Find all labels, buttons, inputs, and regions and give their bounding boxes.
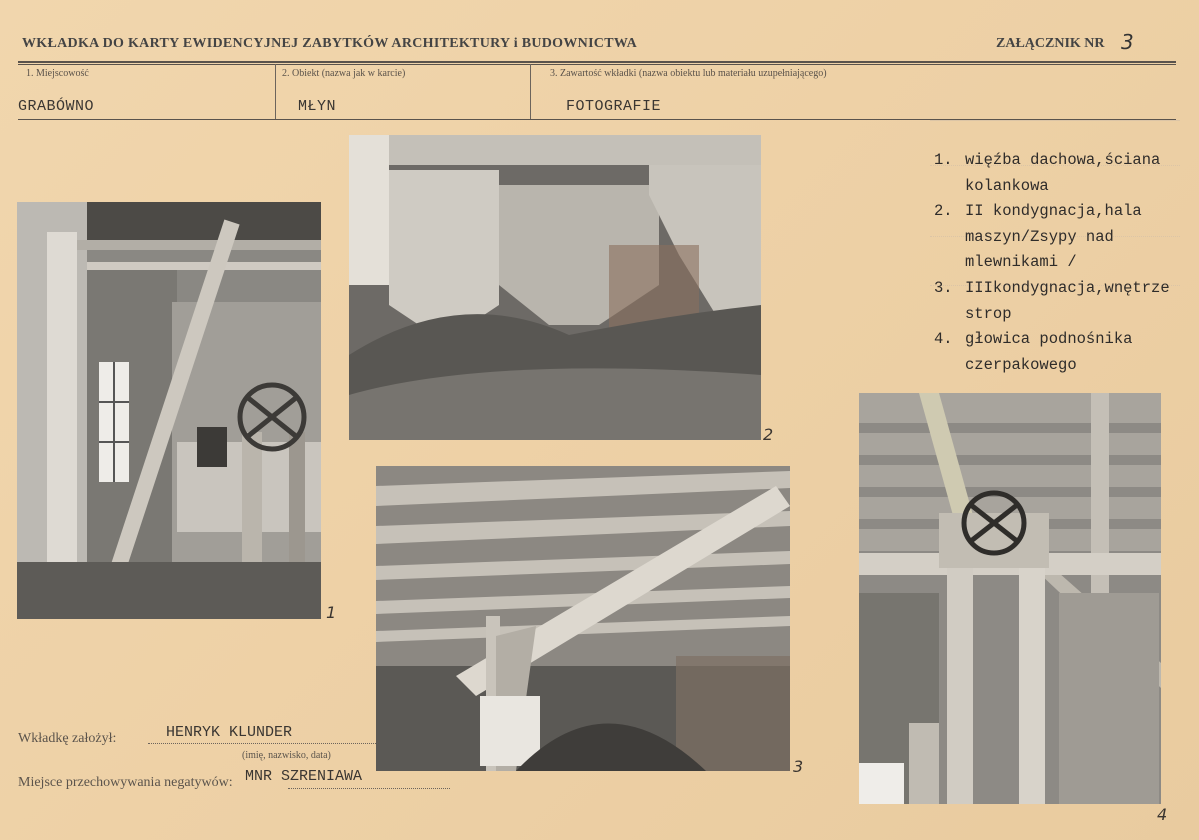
caption-number: 1.	[934, 151, 953, 169]
contents-value: FOTOGRAFIE	[566, 98, 662, 115]
caption-text: II kondygnacja,hala maszyn/Zsypy nad mlewnikami /	[965, 202, 1142, 272]
photo-3-number: 3	[793, 757, 804, 776]
caption-item	[934, 199, 1196, 276]
photo-2-number: 2	[763, 425, 774, 444]
photo-4-elevator-head	[859, 393, 1161, 804]
photo-1-number: 1	[326, 603, 337, 622]
object-label: 2. Obiekt (nazwa jak w karcie)	[282, 68, 406, 79]
attachment-label: ZAŁĄCZNIK NR	[996, 36, 1105, 51]
field-divider-2	[530, 64, 531, 120]
caption-number: 2.	[934, 202, 953, 221]
founder-label: Wkładkę założył:	[18, 731, 117, 746]
storage-dotted-line	[288, 788, 450, 789]
object-value: MŁYN	[298, 98, 337, 115]
photo-2-hoppers	[349, 135, 761, 440]
caption-text: IIIkondygnacja,wnętrze strop	[965, 278, 1170, 323]
photo-3-ceiling	[376, 466, 790, 771]
locality-label: 1. Miejscowość	[26, 68, 89, 79]
caption-text: więźba dachowa,ściana kolankowa	[965, 151, 1161, 195]
caption-number: 4.	[934, 330, 953, 349]
caption-text: głowica podnośnika czerpakowego	[965, 330, 1133, 374]
caption-number: 3.	[934, 278, 953, 297]
card-title: WKŁADKA DO KARTY EWIDENCYJNEJ ZABYTKÓW ARCHITEKTURY i BUDOWNICTWA	[22, 36, 638, 51]
field-divider-1	[275, 64, 276, 120]
caption-item	[934, 148, 1196, 199]
storage-label: Miejsce przechowywania negatywów:	[18, 775, 233, 790]
photo-4-number: 4	[1157, 805, 1168, 824]
locality-value: GRABÓWNO	[18, 98, 95, 115]
header-rule-top-thin	[18, 64, 1176, 65]
contents-label: 3. Zawartość wkładki (nazwa obiektu lub materiału uzupełniającego)	[550, 68, 827, 79]
photo-caption-list	[934, 148, 1196, 378]
storage-value: MNR SZRENIAWA	[245, 768, 363, 785]
attachment-number: 3	[1121, 30, 1134, 54]
founder-dotted-line	[148, 743, 376, 744]
caption-item	[934, 276, 1196, 327]
founder-note: (imię, nazwisko, data)	[242, 750, 331, 761]
photo-1-roof-truss	[17, 202, 321, 619]
header-rule-top	[18, 61, 1176, 63]
caption-item	[934, 327, 1196, 378]
founder-value: HENRYK KLUNDER	[166, 724, 293, 741]
